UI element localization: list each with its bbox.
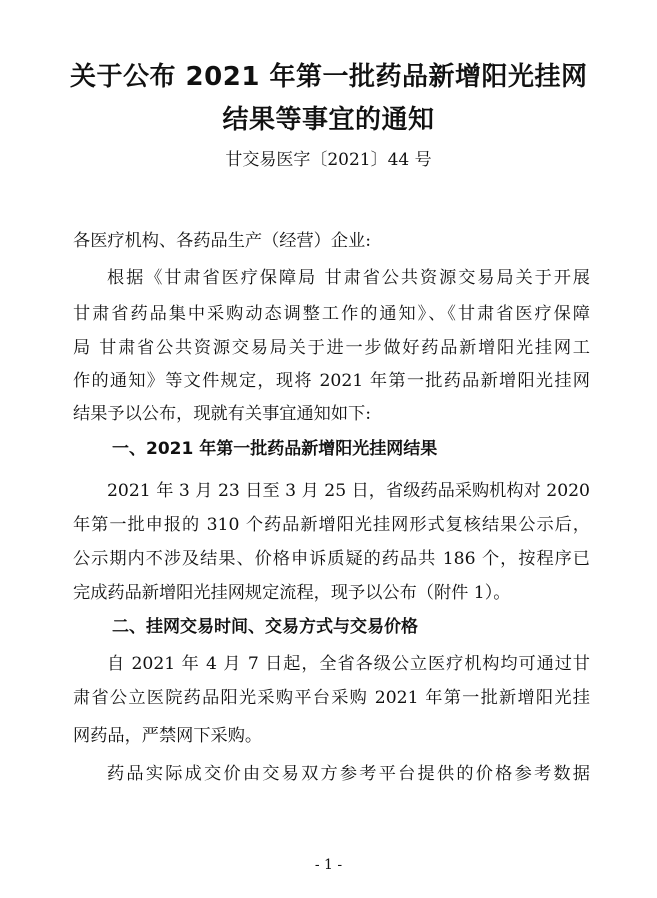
paragraph-4-line-1: 药品实际成交价由交易双方参考平台提供的价格参考数据: [107, 764, 590, 784]
paragraph-3-line-3: 网药品，严禁网下采购。: [73, 726, 263, 746]
paragraph-3-line-1: 自 2021 年 4 月 7 日起，全省各级公立医疗机构均可通过甘: [107, 654, 590, 674]
paragraph-3-line-2: 肃省公立医院药品阳光采购平台采购 2021 年第一批新增阳光挂: [73, 688, 590, 708]
paragraph-1-line-3: 局 甘肃省公共资源交易局关于进一步做好药品新增阳光挂网工: [73, 338, 590, 358]
page-number: - 1 -: [314, 857, 343, 873]
section-heading-2: 二、挂网交易时间、交易方式与交易价格: [112, 617, 418, 637]
paragraph-1-line-4: 作的通知》等文件规定，现将 2021 年第一批药品新增阳光挂网: [73, 371, 590, 391]
document-title-line-2: 结果等事宜的通知: [222, 105, 435, 135]
paragraph-1-line-2: 甘肃省药品集中采购动态调整工作的通知》、《甘肃省医疗保障: [73, 304, 590, 324]
document-title-line-1: 关于公布 2021 年第一批药品新增阳光挂网: [70, 62, 588, 92]
paragraph-2-line-2: 年第一批申报的 310 个药品新增阳光挂网形式复核结果公示后，: [73, 515, 590, 535]
paragraph-2-line-3: 公示期内不涉及结果、价格申诉质疑的药品共 186 个，按程序已: [73, 549, 590, 569]
paragraph-2-line-1: 2021 年 3 月 23 日至 3 月 25 日，省级药品采购机构对 2020: [107, 481, 590, 501]
paragraph-2-line-4: 完成药品新增阳光挂网规定流程，现予以公布（附件 1）。: [73, 583, 511, 603]
paragraph-1-line-5: 结果予以公布，现就有关事宜通知如下:: [73, 404, 371, 424]
section-heading-1: 一、2021 年第一批药品新增阳光挂网结果: [112, 439, 438, 459]
salutation: 各医疗机构、各药品生产（经营）企业:: [73, 231, 371, 251]
paragraph-1-line-1: 根据《甘肃省医疗保障局 甘肃省公共资源交易局关于开展: [107, 268, 590, 288]
document-number: 甘交易医字〔2021〕44 号: [225, 150, 432, 170]
